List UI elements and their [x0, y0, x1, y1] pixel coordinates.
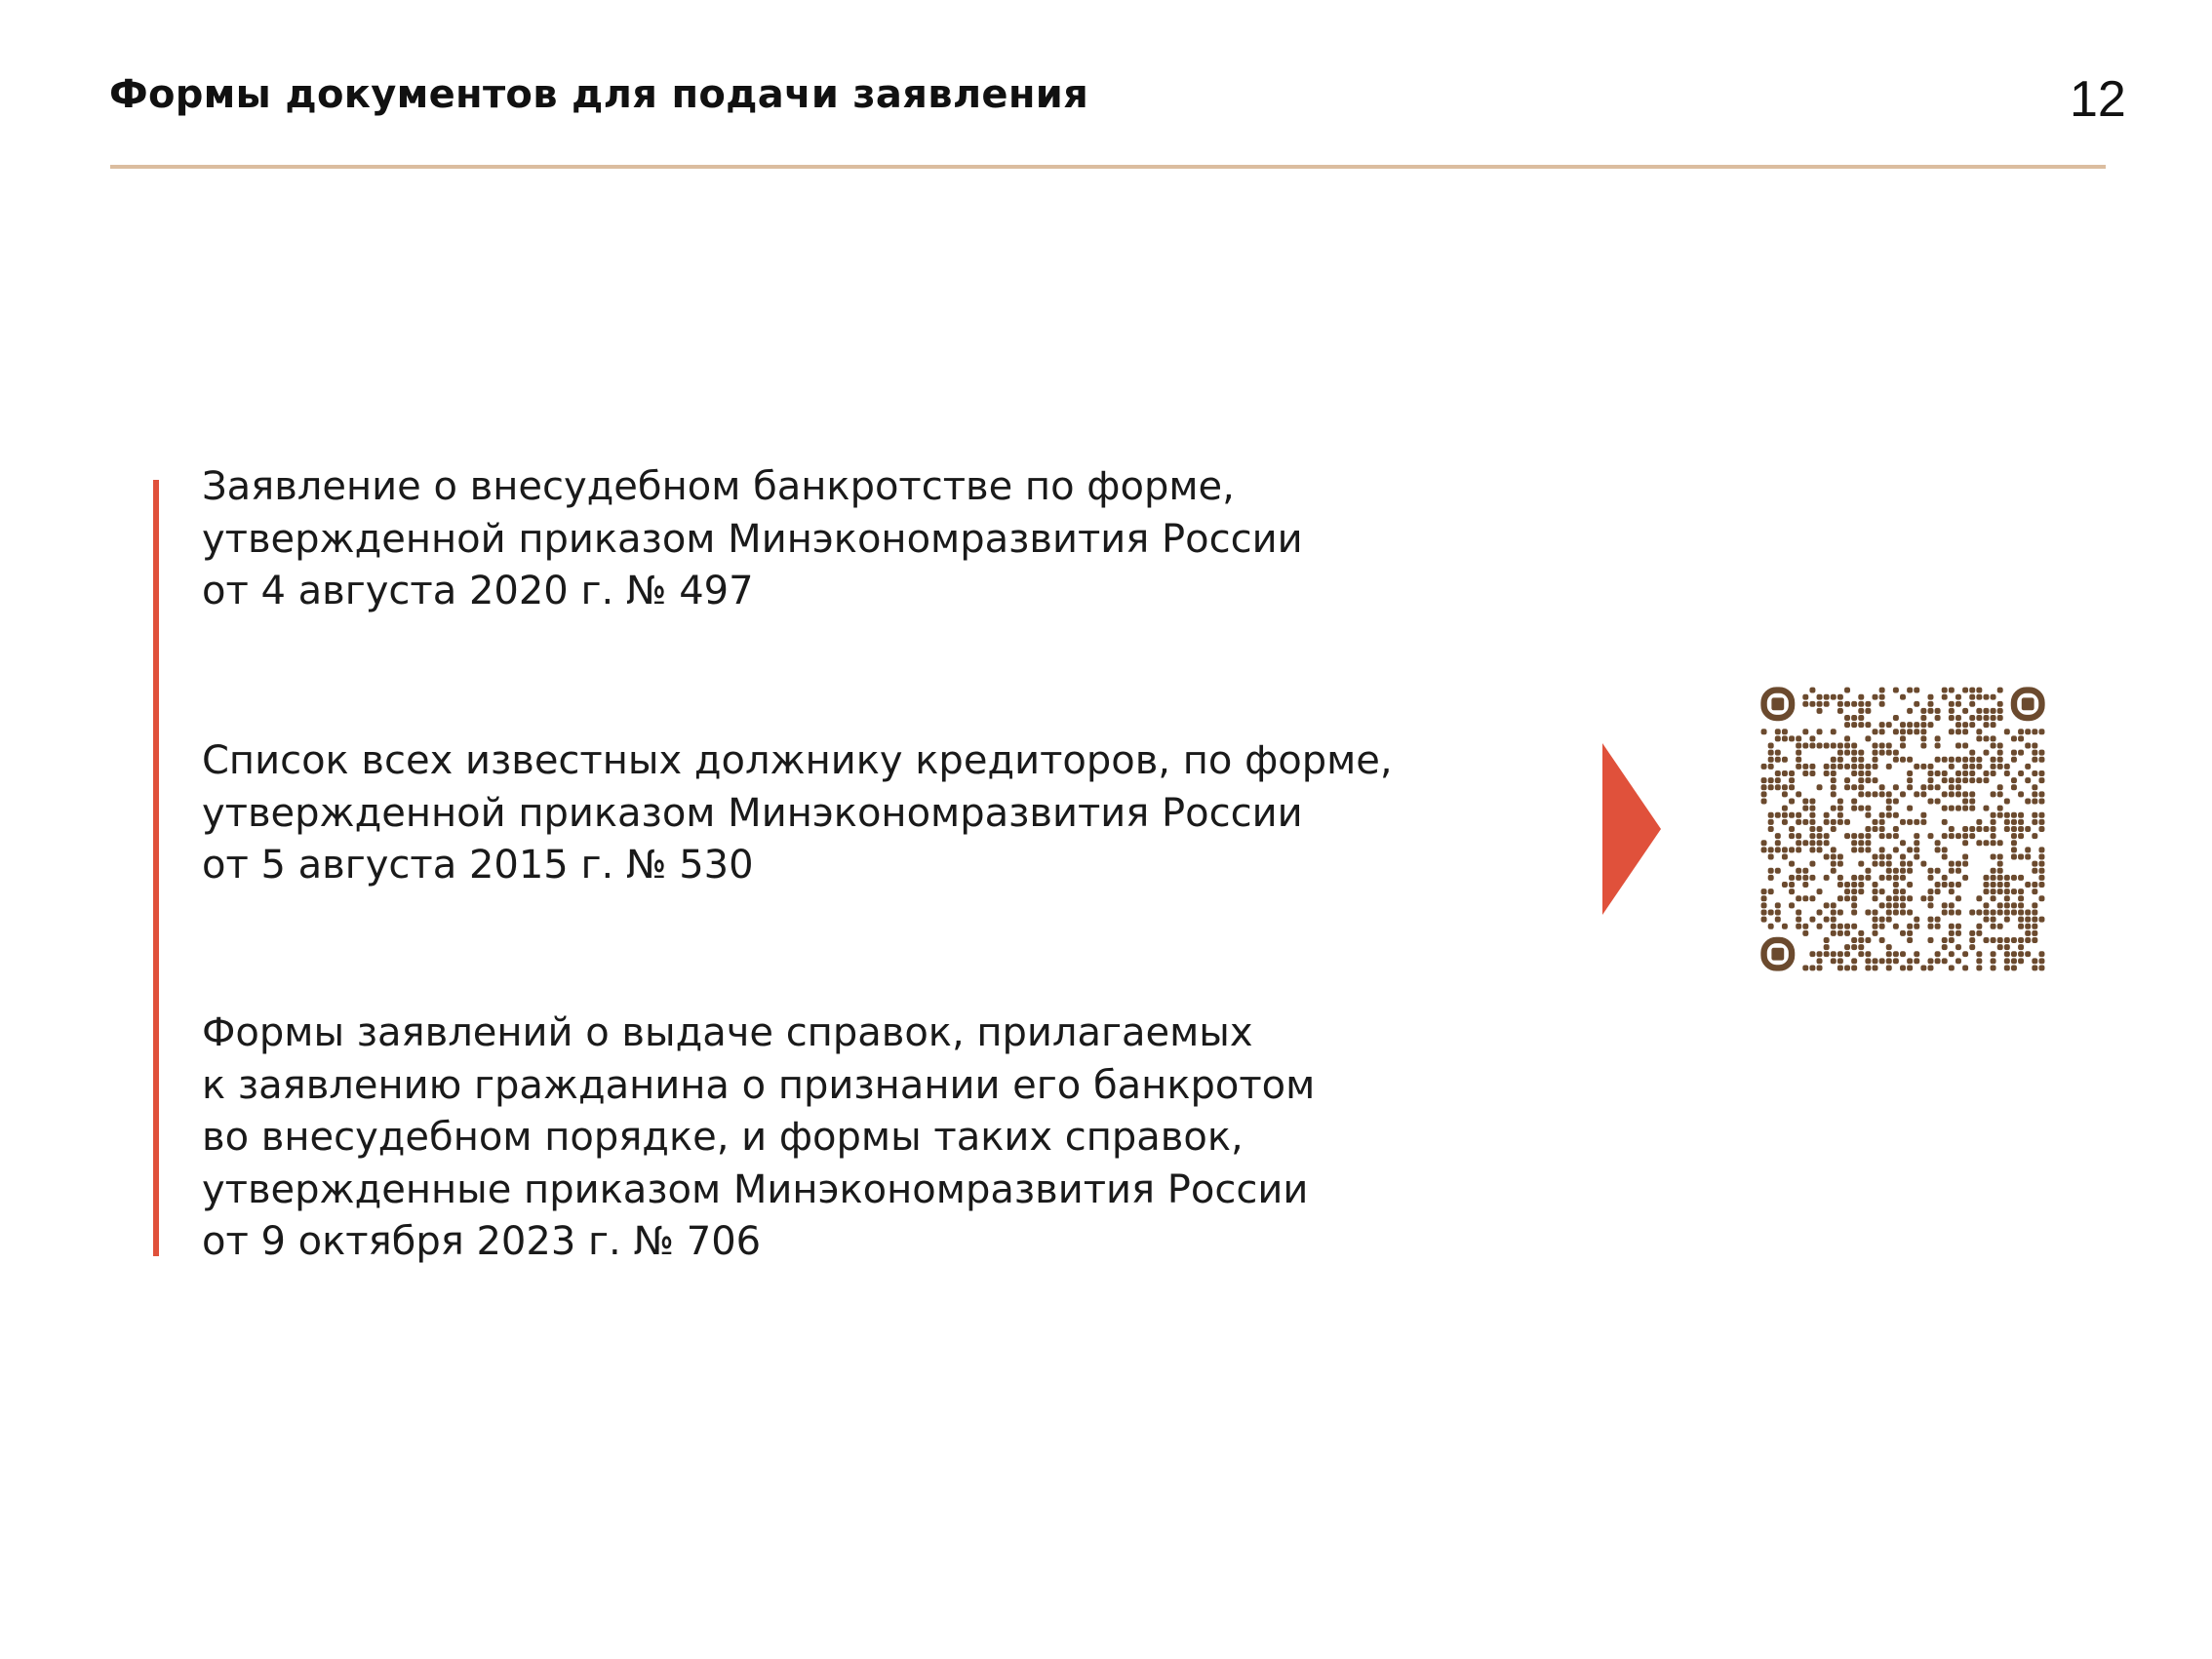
- page-title: Формы документов для подачи заявления: [109, 72, 1089, 117]
- item-line: к заявлению гражданина о признании его банкротом: [202, 1062, 1316, 1108]
- document-item-1: [202, 461, 1303, 618]
- item-line: от 4 августа 2020 г. № 497: [202, 569, 754, 613]
- item-line: утвержденные приказом Минэкономразвития России: [202, 1166, 1309, 1212]
- document-item-2: [202, 735, 1393, 892]
- item-line: во внесудебном порядке, и формы таких справок,: [202, 1115, 1244, 1160]
- qr-code-icon[interactable]: [1760, 687, 2045, 971]
- document-item-3: [202, 1007, 1315, 1269]
- item-line: утвержденной приказом Минэкономразвития России: [202, 790, 1303, 836]
- arrow-right-triangle-icon: [1602, 743, 1661, 915]
- item-line: Заявление о внесудебном банкротстве по форме,: [202, 464, 1235, 509]
- item-line: от 9 октября 2023 г. № 706: [202, 1219, 762, 1264]
- item-line: Формы заявлений о выдаче справок, прилагаемых: [202, 1010, 1253, 1055]
- item-line: от 5 августа 2015 г. № 530: [202, 843, 754, 888]
- item-line: Список всех известных должнику кредиторов, по форме,: [202, 738, 1393, 783]
- header-divider: [110, 165, 2106, 169]
- page-number: 12: [2070, 71, 2126, 128]
- item-line: утвержденной приказом Минэкономразвития России: [202, 516, 1303, 562]
- accent-bar: [153, 480, 159, 1256]
